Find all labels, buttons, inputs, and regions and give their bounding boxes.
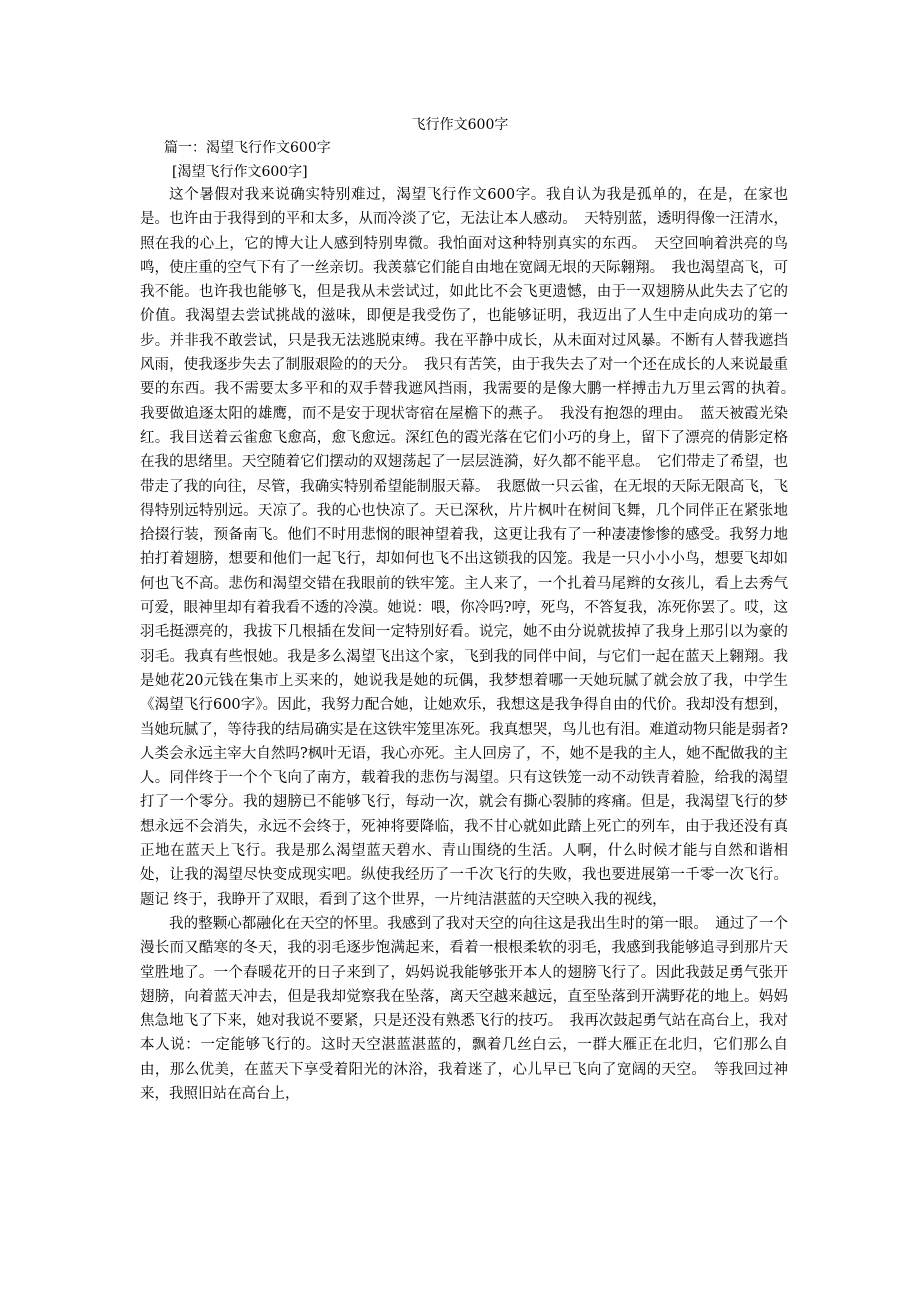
essay-paragraph: 我的整颗心都融化在天空的怀里。我感到了我对天空的向往这是我出生时的第一眼。 通过了一个漫长而又酷寒的冬天，我的羽毛逐步饱满起来，看着一根根柔软的羽毛，我感到我能够追寻到那片天堂胜地了。一个春暖花开的日子来到了，妈妈说我能够张开本人的翅膀飞行了。因此我鼓足勇气张开翅膀，向着蓝天冲去，但是我却觉察我在坠落，离天空越来越远，直至坠落到开满野花的地上。妈妈焦急地飞了下来，她对我说不要紧，只是还没有熟悉飞行的技巧。 我再次鼓起勇气站在高台上，我对本人说：一定能够飞行的。这时天空湛蓝湛蓝的，飘着几丝白云，一群大雁正在北归，它们那么自由，那么优美，在蓝天下享受着阳光的沐浴，我着迷了，心儿早已飞向了宽阔的天空。 等我回过神来，我照旧站在高台上， xyxy=(140,915,788,1102)
section-heading: 篇一：渴望飞行作文600字 xyxy=(164,140,331,156)
essay-body xyxy=(140,183,803,1106)
essay-paragraph: 这个暑假对我来说确实特别难过，渴望飞行作文600字。我自认为我是孤单的，在是，在家也是。也许由于我得到的平和太多，从而冷淡了它，无法让本人感动。 天特别蓝，透明得像一汪清水，照在我的心上，它的博大让人感到特别卑微。我怕面对这种特别真实的东西。 天空回响着洪亮的鸟鸣，使庄重的空气下有了一丝亲切。我羡慕它们能自由地在宽阔无垠的天际翱翔。 我也渴望高飞，可我不能。也许我也能够飞，但是我从未尝试过，如此比不会飞更遗憾，由于一双翅膀从此失去了它的价值。我渴望去尝试挑战的滋味，即便是我受伤了，也能够证明，我迈出了人生中走向成功的第一步。并非我不敢尝试，只是我无法逃脱束缚。我在平静中成长，从未面对过风暴。不断有人替我遮挡风雨，使我逐步失去了制服艰险的的天分。 我只有苦笑，由于我失去了对一个还在成长的人来说最重要的东西。我不需要太多平和的双手替我遮风挡雨，我需要的是像大鹏一样搏击九万里云霄的执着。 我要做追逐太阳的雄鹰，而不是安于现状寄宿在屋檐下的燕子。 我没有抱怨的理由。 蓝天被霞光染红。我目送着云雀愈飞愈高，愈飞愈远。深红色的霞光落在它们小巧的身上，留下了漂亮的倩影定格在我的思绪里。天空随着它们摆动的双翅荡起了一层层涟漪，好久都不能平息。 它们带走了希望，也带走了我的向往，尽管，我确实特别希望能制服天幕。 我愿做一只云雀，在无垠的天际无限高飞，飞得特别远特别远。天凉了。我的心也快凉了。天已深秋，片片枫叶在树间飞舞，几个同伴正在紧张地拾掇行装，预备南飞。他们不时用悲悯的眼神望着我，这更让我有了一种凄凄惨惨的感受。我努力地拍打着翅膀，想要和他们一起飞行，却如何也飞不出这锁我的囚笼。我是一只小小小鸟，想要飞却如何也飞不高。悲伤和渴望交错在我眼前的铁牢笼。主人来了，一个扎着马尾辫的女孩儿，看上去秀气可爱，眼神里却有着我看不透的冷漠。她说：喂，你冷吗?哼，死鸟，不答复我，冻死你罢了。哎，这羽毛挺漂亮的，我拔下几根插在发间一定特别好看。说完，她不由分说就拔掉了我身上那引以为豪的羽毛。我真有些恨她。我是多么渴望飞出这个家，飞到我的同伴中间，与它们一起在蓝天上翱翔。我是她花20元钱在集市上买来的，她说我是她的玩偶，我梦想着哪一天她玩腻了就会放了我，中学生《渴望飞行600字》。因此，我努力配合她，让她欢乐，我想这是我争得自由的代价。我却没有想到，当她玩腻了，等待我的结局确实是在这铁牢笼里冻死。我真想哭，鸟儿也有泪。难道动物只能是弱者?人类会永远主宰大自然吗?枫叶无语，我心亦死。主人回房了，不，她不是我的主人，她不配做我的主人。同伴终于一个个飞向了南方，载着我的悲伤与渴望。只有这铁笼一动不动铁青着脸，给我的渴望打了一个零分。我的翅膀已不能够飞行，每动一次，就会有撕心裂肺的疼痛。但是，我渴望飞行的梦想永远不会消失，永远不会终于，死神将要降临，我不甘心就如此踏上死亡的列车，由于我还没有真正地在蓝天上飞行。我是那么渴望蓝天碧水、青山围绕的生活。人啊，什么时候才能与自然和谐相处，让我的渴望尽快变成现实吧。纵使我经历了一千次飞行的失败，我也要进展第一千零一次飞行。题记 终于，我睁开了双眼，看到了这个世界，一片纯洁湛蓝的天空映入我的视线， xyxy=(140,187,803,908)
document-title: 飞行作文600字 xyxy=(411,117,509,133)
sub-heading: [渴望飞行作文600字] xyxy=(172,164,308,180)
